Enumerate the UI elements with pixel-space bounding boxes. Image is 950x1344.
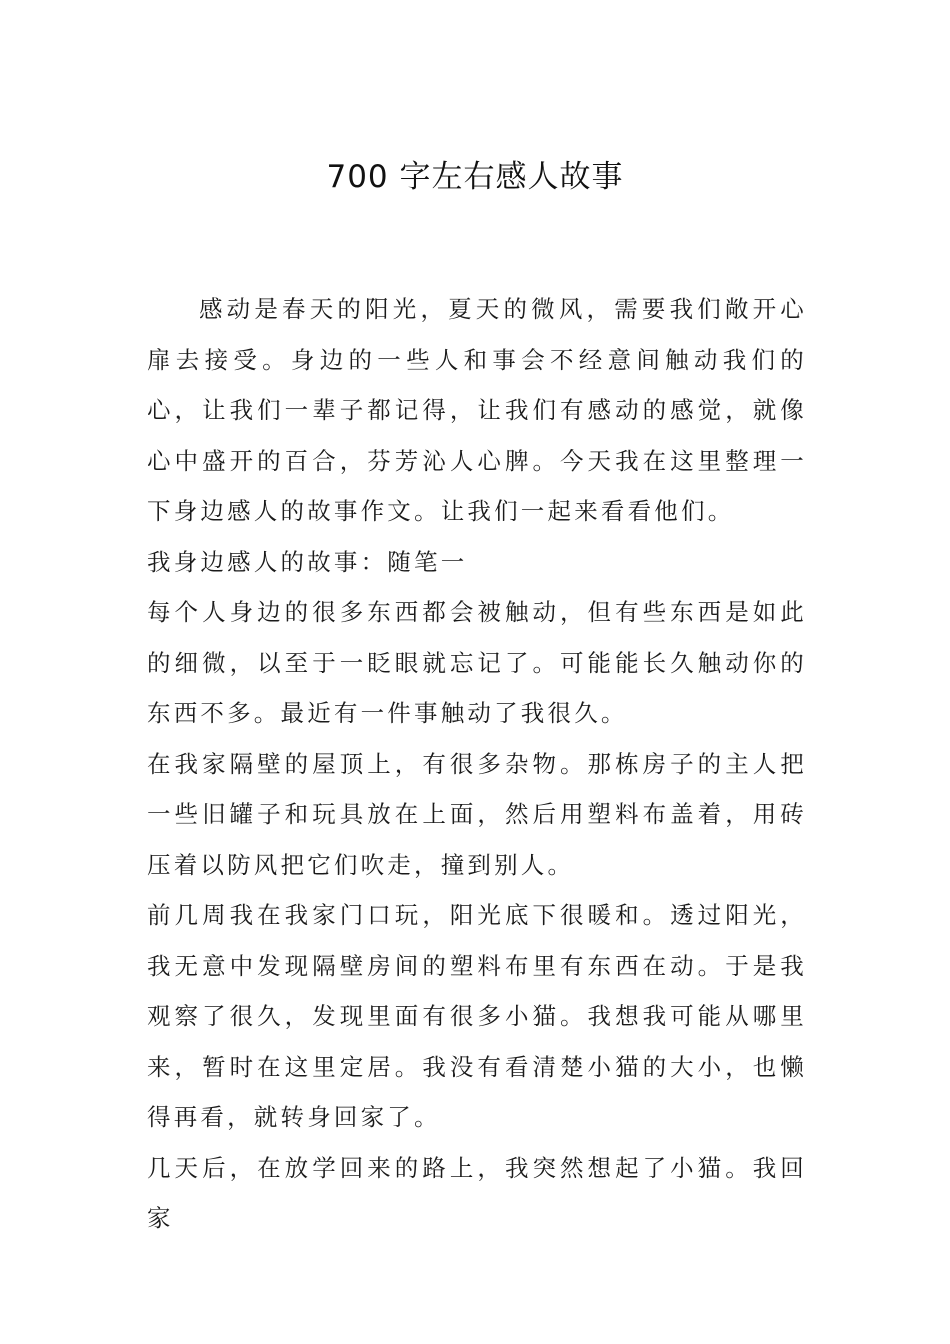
- paragraph: 前几周我在我家门口玩，阳光底下很暖和。透过阳光，我无意中发现隔壁房间的塑料布里有东西在动。于是我观察了很久，发现里面有很多小猫。我想我可能从哪里来，暂时在这里定居。我没有看清楚小猫的大小，也懒得再看，就转身回家了。: [147, 901, 807, 1131]
- paragraph: 在我家隔壁的屋顶上，有很多杂物。那栋房子的主人把一些旧罐子和玩具放在上面，然后用塑料布盖着，用砖压着以防风把它们吹走，撞到别人。: [147, 749, 807, 879]
- document-title: 700 字左右感人故事: [326, 159, 624, 195]
- paragraph: 几天后，在放学回来的路上，我突然想起了小猫。我回家: [147, 1153, 807, 1232]
- section-heading: 我身边感人的故事：随笔一: [147, 547, 468, 576]
- document-body: [147, 284, 807, 1244]
- paragraph-intro: 感动是春天的阳光，夏天的微风，需要我们敞开心扉去接受。身边的一些人和事会不经意间触动我们的心，让我们一辈子都记得，让我们有感动的感觉，就像心中盛开的百合，芬芳沁人心脾。今天我在这里整理一下身边感人的故事作文。让我们一起来看看他们。: [147, 295, 807, 525]
- paragraph: 每个人身边的很多东西都会被触动，但有些东西是如此的细微，以至于一眨眼就忘记了。可能能长久触动你的东西不多。最近有一件事触动了我很久。: [147, 598, 807, 727]
